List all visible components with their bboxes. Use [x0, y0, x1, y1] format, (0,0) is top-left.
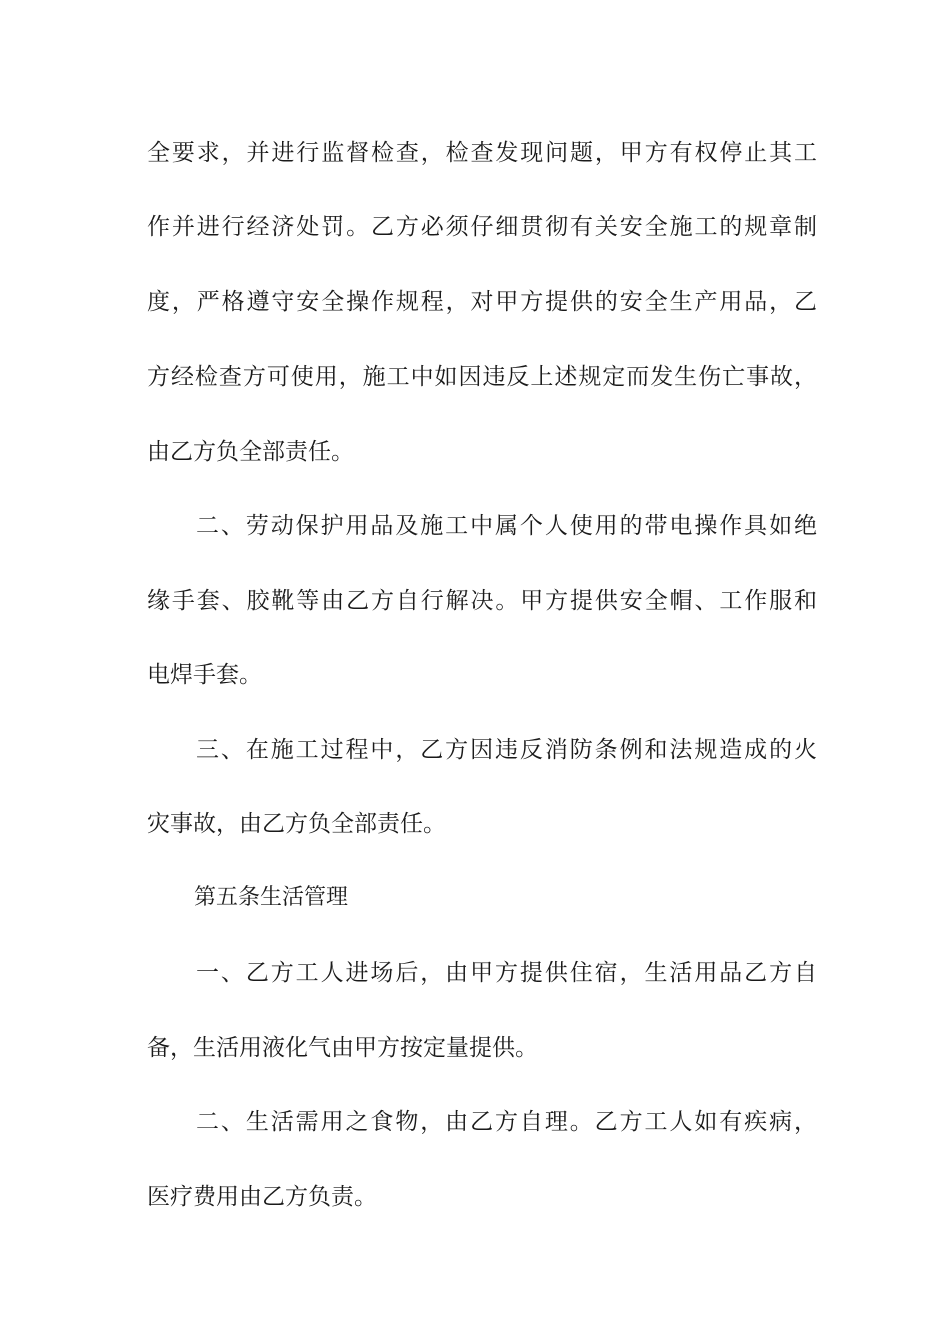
paragraph-line: 医疗费用由乙方负责。	[147, 1184, 377, 1210]
paragraph-line: 备，生活用液化气由甲方按定量提供。	[147, 1035, 538, 1061]
paragraph-line: 度，严格遵守安全操作规程，对甲方提供的安全生产用品，乙	[147, 289, 817, 315]
paragraph-line: 一、乙方工人进场后，由甲方提供住宿，生活用品乙方自	[196, 960, 817, 986]
section-heading: 第五条生活管理	[194, 885, 349, 910]
paragraph-line: 二、生活需用之食物，由乙方自理。乙方工人如有疾病，	[196, 1109, 817, 1135]
paragraph-line: 电焊手套。	[147, 662, 262, 688]
paragraph-line: 作并进行经济处罚。乙方必须仔细贯彻有关安全施工的规章制	[147, 214, 817, 240]
paragraph-line: 缘手套、胶靴等由乙方自行解决。甲方提供安全帽、工作服和	[147, 588, 817, 614]
paragraph-line: 二、劳动保护用品及施工中属个人使用的带电操作具如绝	[196, 513, 817, 539]
paragraph-line: 由乙方负全部责任。	[147, 439, 354, 465]
paragraph-line: 全要求，并进行监督检查，检查发现问题，甲方有权停止其工	[147, 140, 817, 166]
paragraph-line: 三、在施工过程中，乙方因违反消防条例和法规造成的火	[196, 737, 817, 763]
paragraph-line: 灾事故，由乙方负全部责任。	[147, 811, 446, 837]
paragraph-line: 方经检查方可使用，施工中如因违反上述规定而发生伤亡事故，	[147, 364, 817, 390]
